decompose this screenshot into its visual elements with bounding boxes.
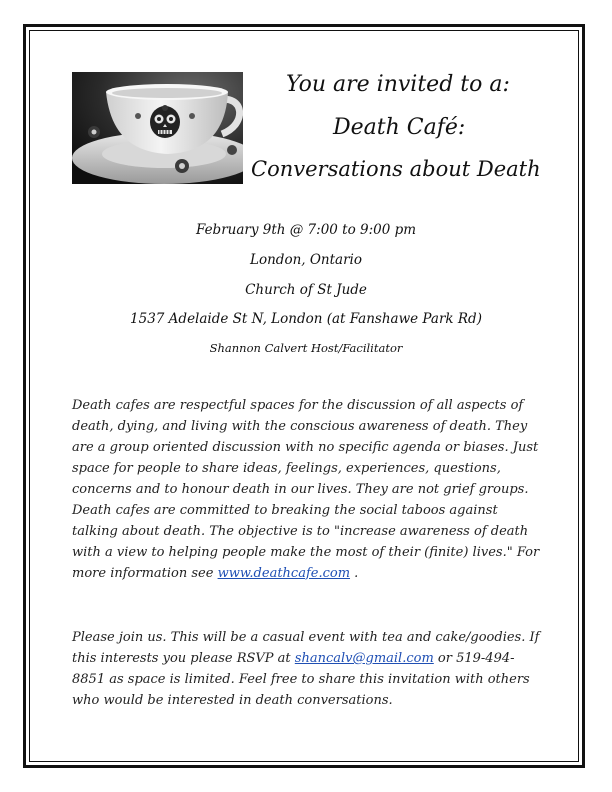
teacup-photo: [72, 72, 243, 184]
rsvp-text-before: Please join us. This will be a casual event with tea and cake/goodies. If this interests you please RSVP at: [72, 630, 540, 666]
rsvp-text-after: or 519-494-8851 as space is limited. Feel free to share this invitation with others who would be interested in death conversations.: [72, 651, 530, 708]
event-subtitle: Conversations about Death: [251, 157, 541, 181]
description-paragraph: [72, 395, 544, 584]
description-end: .: [350, 566, 359, 581]
invite-heading: You are invited to a:: [286, 72, 510, 97]
rsvp-paragraph: [72, 627, 544, 711]
rsvp-email-link[interactable]: shancalv@gmail.com: [294, 651, 434, 666]
event-venue: Church of St Jude: [245, 282, 367, 298]
event-address: 1537 Adelaide St N, London (at Fanshawe Park Rd): [130, 311, 482, 327]
sugar-skull-teacup-photo: [72, 72, 243, 184]
event-city: London, Ontario: [250, 252, 362, 268]
deathcafe-link[interactable]: www.deathcafe.com: [217, 566, 351, 581]
description-text: Death cafes are respectful spaces for the discussion of all aspects of death, dying, and living with the conscious awareness of death. They are a group oriented discussion with no specific agenda or biases. Just space for people to share ideas, feelings, experiences, questions, concerns and to honour death in our lives. They are not grief groups. Death cafes are committed to breaking the social taboos against talking about death. The objective is to "increase awareness of death with a view to helping people make the most of their (finite) lives." For more information see: [72, 398, 540, 581]
event-date-time: February 9th @ 7:00 to 9:00 pm: [195, 222, 417, 238]
event-host: Shannon Calvert Host/Facilitator: [209, 341, 403, 355]
event-title: Death Café:: [333, 115, 466, 140]
